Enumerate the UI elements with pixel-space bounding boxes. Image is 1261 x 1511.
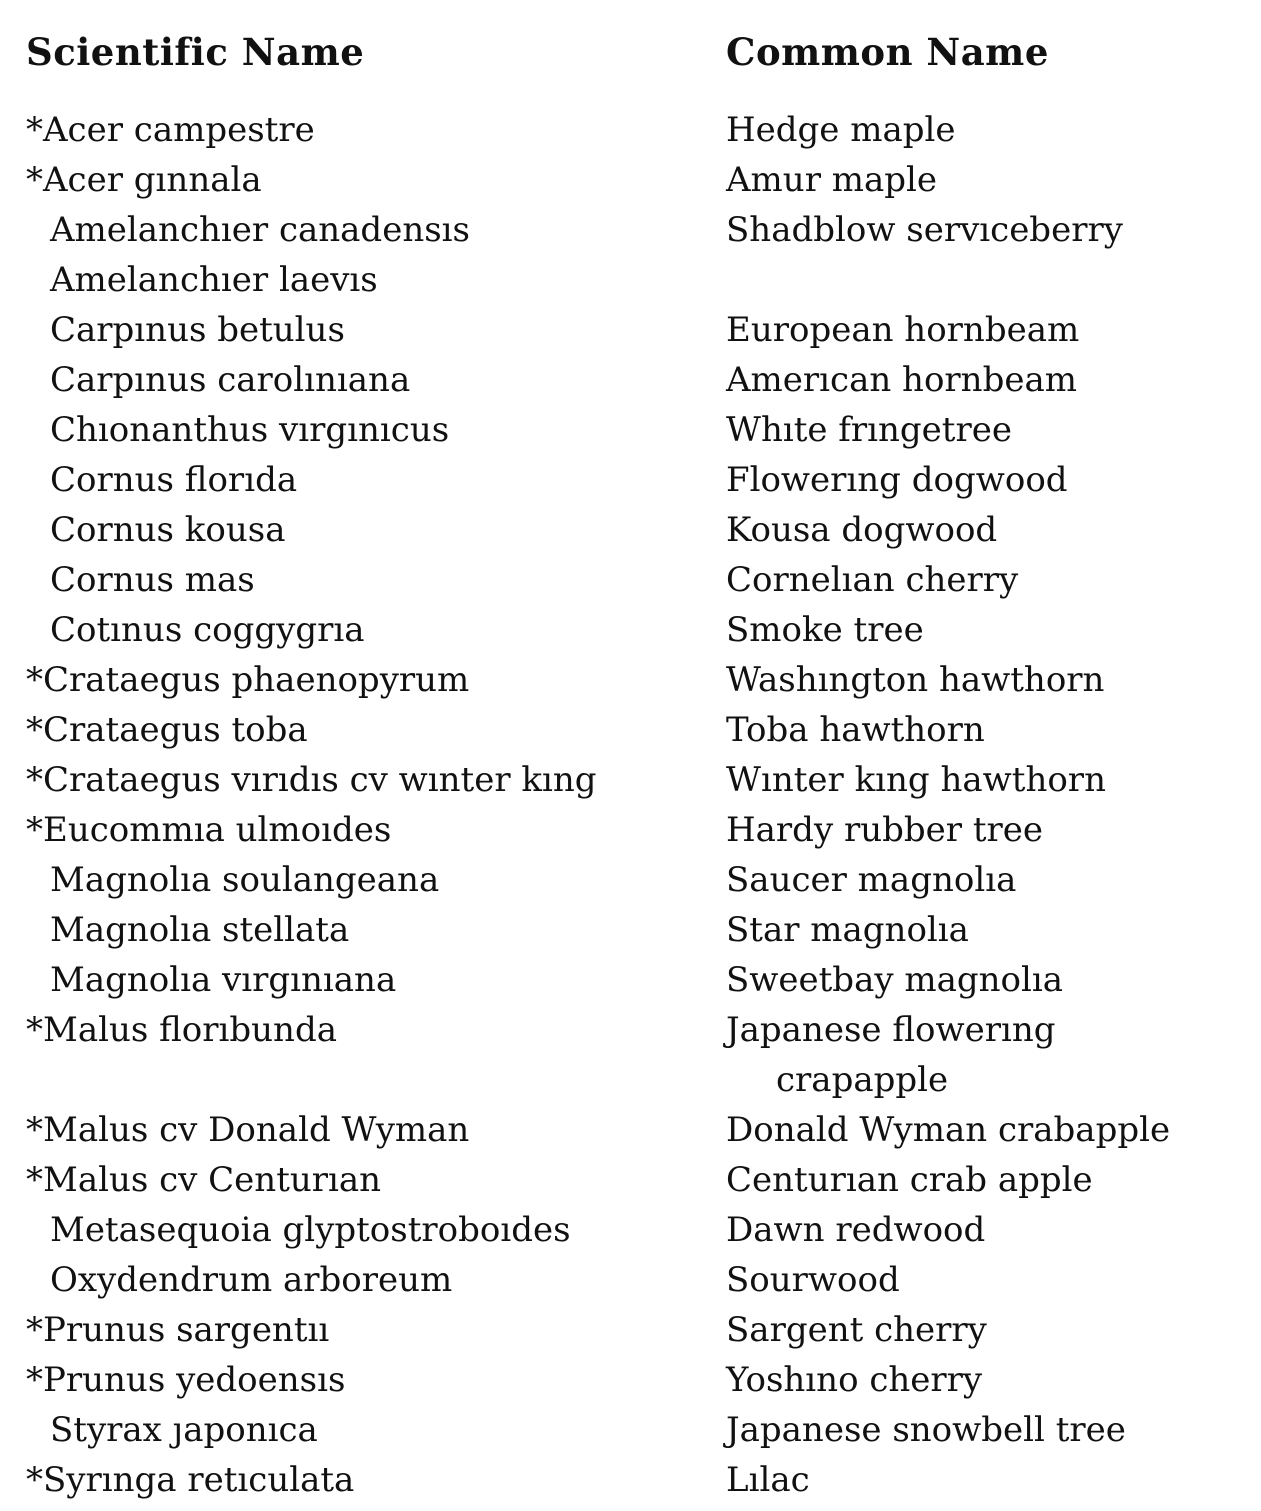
scientific-name-cell: *Acer campestre [26,110,315,150]
common-name-cell [726,1105,1256,1155]
scientific-name-cell: Oxydendrum arboreum [50,1260,453,1300]
common-name-cell [726,105,1256,155]
common-name-text: Cornelıan cherry [726,560,1019,600]
scientific-name-cell: *Acer gınnala [26,160,262,200]
common-name-text: Yoshıno cherry [726,1360,983,1400]
table-row [26,555,1246,605]
common-name-text: Japanese snowbell tree [726,1410,1126,1450]
table-row [26,1155,1246,1205]
scientific-name-cell: *Crataegus vırıdıs cv wınter kıng [26,760,597,800]
common-name-text: Amerıcan hornbeam [726,360,1077,400]
scientific-name-cell: *Prunus sargentıı [26,1310,330,1350]
table-row [26,155,1246,205]
common-name-cell [726,1355,1256,1405]
common-name-cell [726,655,1256,705]
common-name-cell [726,155,1256,205]
common-name-cell [726,1455,1256,1505]
scientific-name-header: Scientific Name [26,30,365,74]
common-name-cell [726,1205,1256,1255]
table-row [26,205,1246,255]
scientific-name-cell: Cornus mas [50,560,255,600]
table-row [26,655,1246,705]
common-name-cell [726,1155,1256,1205]
species-table [26,105,1246,1505]
table-row [26,1405,1246,1455]
table-row [26,805,1246,855]
common-name-continuation: crapapple [776,1060,949,1100]
table-row [26,705,1246,755]
common-name-cell [726,705,1256,755]
scientific-name-cell: Chıonanthus vırgınıcus [50,410,450,450]
scientific-name-cell: *Crataegus toba [26,710,308,750]
common-name-cell [726,955,1256,1005]
table-row [26,755,1246,805]
column-headers [26,30,1246,78]
table-row [26,105,1246,155]
table-row [26,855,1246,905]
common-name-text: European hornbeam [726,310,1080,350]
scientific-name-cell: Cornus kousa [50,510,286,550]
common-name-cell [726,205,1256,255]
common-name-cell [726,1255,1256,1305]
common-name-text: Washıngton hawthorn [726,660,1105,700]
common-name-text: Sargent cherry [726,1310,987,1350]
scientific-name-cell: Carpınus betulus [50,310,345,350]
table-row [26,405,1246,455]
common-name-cell [726,1005,1256,1105]
common-name-text: Shadblow servıceberry [726,210,1123,250]
scientific-name-cell: Styrax ȷaponıca [50,1410,318,1450]
common-name-text: Whıte frıngetree [726,410,1012,450]
scientific-name-cell: *Malus florıbunda [26,1010,337,1050]
scientific-name-cell: Metasequoia glyptostroboıdes [50,1210,571,1250]
common-name-text: Kousa dogwood [726,510,998,550]
table-row [26,605,1246,655]
common-name-text: Lılac [726,1460,810,1500]
common-name-cell [726,455,1256,505]
table-row [26,955,1246,1005]
common-name-text: Smoke tree [726,610,924,650]
table-row [26,505,1246,555]
table-row [26,1305,1246,1355]
common-name-text: Dawn redwood [726,1210,986,1250]
common-name-cell [726,355,1256,405]
common-name-cell [726,1305,1256,1355]
table-row [26,1255,1246,1305]
common-name-cell [726,555,1256,605]
common-name-text: Toba hawthorn [726,710,985,750]
table-row [26,455,1246,505]
scientific-name-cell: *Crataegus phaenopyrum [26,660,470,700]
scientific-name-cell: *Malus cv Donald Wyman [26,1110,470,1150]
table-row [26,905,1246,955]
common-name-text: Japanese flowerıng [726,1010,1056,1050]
common-name-header: Common Name [726,30,1049,74]
common-name-cell [726,405,1256,455]
scientific-name-cell: Cornus florıda [50,460,298,500]
scientific-name-cell: Magnolıa soulangeana [50,860,440,900]
common-name-cell [726,605,1256,655]
common-name-cell [726,905,1256,955]
common-name-text: Hedge maple [726,110,956,150]
table-row [26,1105,1246,1155]
scientific-name-cell: *Eucommıa ulmoıdes [26,810,392,850]
scientific-name-cell: Cotınus coggygrıa [50,610,365,650]
common-name-text: Amur maple [726,160,938,200]
table-row [26,255,1246,305]
scientific-name-cell: Magnolıa stellata [50,910,350,950]
table-row [26,1455,1246,1505]
common-name-text: Sourwood [726,1260,900,1300]
scientific-name-cell: Magnolıa vırgınıana [50,960,397,1000]
common-name-text: Flowerıng dogwood [726,460,1068,500]
common-name-cell [726,755,1256,805]
common-name-text: Star magnolıa [726,910,969,950]
scientific-name-cell: Amelanchıer laevıs [50,260,378,300]
common-name-text: Sweetbay magnolıa [726,960,1064,1000]
scientific-name-cell: *Syrınga retıculata [26,1460,355,1500]
scientific-name-cell: *Prunus yedoensıs [26,1360,346,1400]
common-name-cell [726,1405,1256,1455]
scientific-name-cell: Amelanchıer canadensıs [50,210,470,250]
table-row [26,1355,1246,1405]
common-name-text: Centurıan crab apple [726,1160,1093,1200]
common-name-cell [726,805,1256,855]
common-name-text: Saucer magnolıa [726,860,1017,900]
scientific-name-cell: *Malus cv Centurıan [26,1160,382,1200]
scientific-name-cell: Carpınus carolınıana [50,360,411,400]
common-name-cell [726,305,1256,355]
common-name-text: Wınter kıng hawthorn [726,760,1106,800]
table-row [26,305,1246,355]
common-name-cell [726,855,1256,905]
common-name-text: Hardy rubber tree [726,810,1043,850]
table-row [26,1005,1246,1105]
table-row [26,355,1246,405]
common-name-text: Donald Wyman crabapple [726,1110,1171,1150]
table-row [26,1205,1246,1255]
common-name-cell [726,505,1256,555]
